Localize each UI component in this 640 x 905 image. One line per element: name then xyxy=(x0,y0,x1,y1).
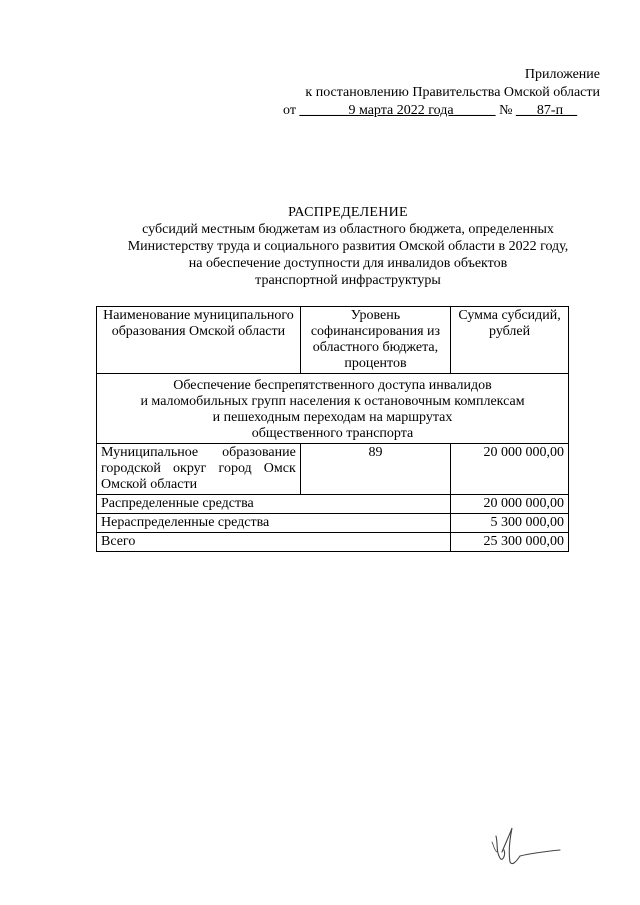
header-subsidy-sum: Сумма субсидий, рублей xyxy=(451,307,569,374)
number-sign: № xyxy=(499,103,513,118)
date-prefix: от xyxy=(283,103,296,118)
total-value: 25 300 000,00 xyxy=(451,533,569,552)
distribution-table xyxy=(96,306,569,552)
subsidy-sum: 20 000 000,00 xyxy=(451,444,569,495)
total-label: Нераспределенные средства xyxy=(97,514,451,533)
total-row xyxy=(97,514,569,533)
municipality-name: Муниципальное образование городской округ город Омск Омской области xyxy=(97,444,301,495)
section-line-1: Обеспечение беспрепятственного доступа инвалидов xyxy=(173,378,492,393)
total-row xyxy=(97,495,569,514)
header-cofinancing-level: Уровень софинансирования из областного бюджета, процентов xyxy=(300,307,450,374)
total-label: Всего xyxy=(97,533,451,552)
header-municipality: Наименование муниципального образования Омской области xyxy=(97,307,301,374)
appendix-header xyxy=(305,66,600,102)
cofinancing-level: 89 xyxy=(300,444,450,495)
appendix-label: Приложение xyxy=(524,67,600,82)
title-line-4: транспортной инфраструктуры xyxy=(255,273,441,288)
title-line-1: субсидий местным бюджетам из областного бюджета, определенных xyxy=(142,222,554,237)
title-line-3: на обеспечение доступности для инвалидов объектов xyxy=(188,256,508,271)
title-line-2: Министерству труда и социального развития Омской области в 2022 году, xyxy=(127,239,569,254)
table-header-row xyxy=(97,307,569,374)
total-row xyxy=(97,533,569,552)
total-value: 20 000 000,00 xyxy=(451,495,569,514)
decree-number: ___87-п__ xyxy=(515,103,578,118)
document-title xyxy=(80,204,616,289)
decree-date: _______9 марта 2022 года______ xyxy=(299,103,496,118)
title-heading: РАСПРЕДЕЛЕНИЕ xyxy=(288,205,408,220)
section-line-2: и маломобильных групп населения к остановочным комплексам xyxy=(140,394,525,409)
section-title xyxy=(97,374,569,444)
decree-date-line xyxy=(283,102,577,120)
table-row xyxy=(97,444,569,495)
total-value: 5 300 000,00 xyxy=(451,514,569,533)
section-line-4: общественного транспорта xyxy=(251,426,414,441)
signature-mark xyxy=(488,822,568,872)
section-row xyxy=(97,374,569,444)
appendix-decree: к постановлению Правительства Омской области xyxy=(305,85,600,100)
section-line-3: и пешеходным переходам на маршрутах xyxy=(212,410,453,425)
total-label: Распределенные средства xyxy=(97,495,451,514)
